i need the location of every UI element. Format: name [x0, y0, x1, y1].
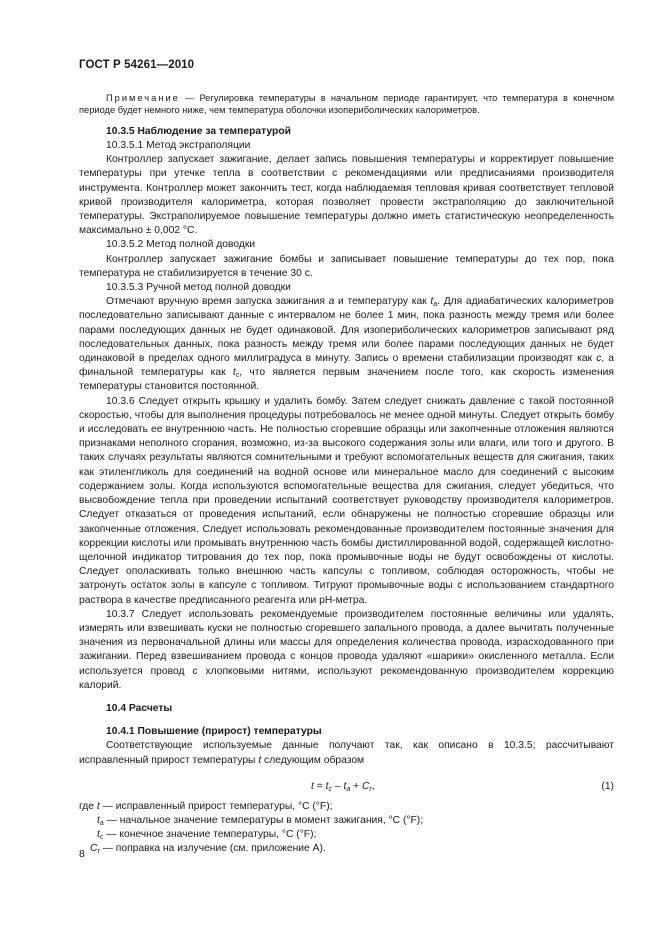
- variable-definitions: [79, 800, 614, 857]
- page-number: 8: [79, 848, 85, 860]
- p3-sub-a: a: [433, 301, 438, 309]
- note-block: [79, 92, 614, 117]
- p3-var-t: t: [430, 296, 434, 308]
- page-body: [79, 92, 614, 857]
- definition-row: $C_r$ — поправка на излучение (см. приложение А).: [90, 843, 326, 856]
- paragraph-10-3-5-1: Контроллер запускает зажигание, делает запись повышения температуры и корректирует повышение температуры при утечке тепла в соответствии с рекомендациями или предписаниями производителя инструмента. Контроллер может закончить тест, когда наблюдаемая тепловая кривая соответствует тепловой кривой производителя калориметра, которая позволяет провести экстраполяцию до заключительной температуры. Экстраполируемое повышение температуры должно иметь статистическую неопределенность максимально ± 0,002 °С.: [79, 154, 614, 237]
- p41-part-a: Соответствующие используемые данные получают так, как описано в 10.3.5; рассчитывают исправленный прирост температуры: [79, 740, 614, 766]
- paragraph-10-3-5-2: Контроллер запускает зажигание бомбы и записывает повышение температуры до тех пор, пока температура не стабилизируется в течение 30 с.: [79, 253, 614, 279]
- p3-part-e: , что является первым значением после того, как скорость изменения температуры становится постоянной.: [79, 367, 614, 393]
- formula-expression: $t = t_c - t_a + C_r$,: [311, 780, 375, 793]
- definition-row: где t — исправленный прирост температуры, °С (°F);: [79, 800, 333, 812]
- section-heading-10-4: 10.4 Расчеты: [106, 702, 173, 714]
- formula-1: [79, 772, 614, 800]
- p41-var-t: t: [258, 754, 262, 766]
- note-text: Регулировка температуры в начальном периоде гарантирует, что температура в конечном периоде будет немного ниже, чем температура оболочки изопериболических калориметров.: [79, 93, 614, 116]
- p41-part-b: следующим образом: [261, 754, 365, 766]
- p3-part-c: . Для адиабатических калориметров последовательно записывают данные с интервалом не более 1 мин, пока разность между тремя или более парами последующих данных не будет одинаковой. Для изопериболических калориметров записывают ряд последовательных данных, пока разность между тремя или более парами последующих данных не будет одинаковой в пределах одного миллиградуса в минуту. Запись о времени стабилизации производят как: [79, 296, 614, 365]
- section-heading-10-4-1: 10.4.1 Повышение (прирост) температуры: [106, 726, 322, 738]
- p3-var-a: а: [328, 296, 335, 308]
- paragraph-10-4-1: [79, 739, 614, 767]
- p3-sub-c: c: [235, 372, 240, 380]
- subsection-10-3-5-1: 10.3.5.1 Метод экстраполяции: [106, 140, 251, 152]
- subsection-10-3-5-2: 10.3.5.2 Метод полной доводки: [106, 239, 256, 251]
- p3-part-d: , а финальной температуры как: [79, 353, 614, 379]
- definition-row: $t_a$ — начальное значение температуры в момент зажигания, °С (°F);: [97, 814, 424, 827]
- note-dash: —: [179, 93, 200, 103]
- p3-var-c: с: [596, 353, 602, 365]
- paragraph-10-3-7: 10.3.7 Следует использовать рекомендуемые производителем постоянные величины или удалять, измерять или взвешивать куски не полностью сгоревшего запального провода, а далее вычитать полученные значения из первоначальной длины или массы для определения количества провода, израсходованного при зажигании. Перед взвешиванием провода с концов провода удаляют «шарики» окисленного металла. Если используется провод с хлопковыми нитями, используют рекомендованную производителем коррекцию калорий.: [79, 608, 614, 691]
- note-label: Примечание: [106, 93, 180, 103]
- p3-part-b: и температуру как: [334, 296, 431, 308]
- paragraph-10-3-5-3: [79, 295, 614, 394]
- document-header: ГОСТ Р 54261—2010: [79, 59, 195, 71]
- subsection-10-3-5-3: 10.3.5.3 Ручной метод полной доводки: [106, 282, 291, 294]
- paragraph-10-3-6: 10.3.6 Следует открыть крышку и удалить бомбу. Затем следует снижать давление с такой постоянной скоростью, чтобы для выполнения процедуры потребовалось не менее одной минуты. Следует открыть бомбу и исследовать ее внутреннюю часть. Не полностью сгоревшие образцы или закопченные отложения являются признаками неполного сгорания, возможно, из-за высокого содержания золы или влаги, или того и другого. В таких случаях результаты являются сомнительными и требуют вспомогательных веществ для сжигания, таких как этиленгликоль для соединений на водной основе или минеральное масло для соединений с высоким содержанием золы. Когда используются вспомогательные вещества для сжигания, следует убедиться, что высвобождение тепла при проведении испытаний соответствует руководству производителя калориметров. Следует отказаться от проведения испытаний, если обнаружены не полностью сгоревшие образцы или закопченные отложения. Следует использовать рекомендованные производителем постоянные значения для коррекции кислоты или промывать внутреннюю часть бомбы дистиллированной водой, содержащей кислотно-щелочной индикатор титрования до тех пор, пока промывочные воды не будут освобождены от кислоты. Следует ополаскивать только внешнюю часть капсулы с топливом, соблюдая осторожность, чтобы не затронуть остаток золы в капсуле с топливом. Титруют промывочные воды с использованием стандартного раствора в качестве предписанного реагента или pH-метра.: [79, 395, 614, 606]
- p3-var-t2: t: [232, 367, 236, 379]
- section-heading-10-3-5: 10.3.5 Наблюдение за температурой: [106, 125, 291, 137]
- formula-number: (1): [601, 780, 614, 792]
- definition-row: $t_c$ — конечное значение температуры, °С (°F);: [97, 829, 317, 842]
- p3-part-a: Отмечают вручную время запуска зажигания: [106, 296, 329, 308]
- where-word: где: [79, 800, 95, 812]
